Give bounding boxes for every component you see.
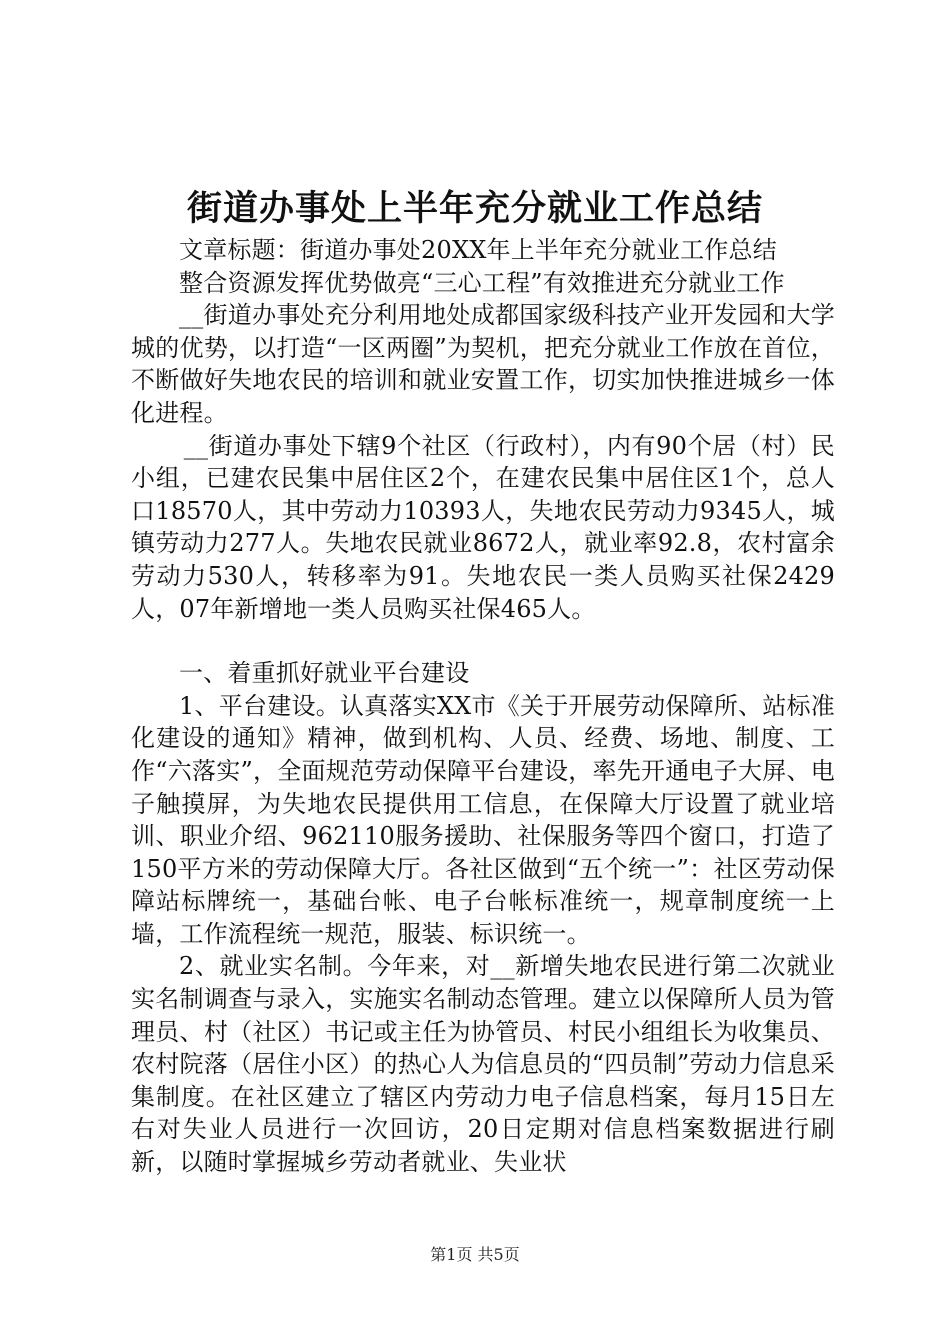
page-footer: 第1页 共5页 (430, 1245, 520, 1264)
paragraph-spacer (131, 625, 835, 657)
document-title: 街道办事处上半年充分就业工作总结 (186, 188, 763, 229)
section-heading: 一、着重抓好就业平台建设 (179, 659, 470, 688)
document-body (131, 234, 835, 1179)
paragraph-subtitle: 整合资源发挥优势做亮“三心工程”有效推进充分就业工作 (179, 268, 785, 297)
paragraph-platform: 1、平台建设。认真落实XX市《关于开展劳动保障所、站标准化建设的通知》精神，做到机构、人员、经费、场地、制度、工作“六落实”，全面规范劳动保障平台建设，率先开通电子大屏、电子触摸屏，为失地农民提供用工信息，在保障大厅设置了就业培训、职业介绍、962110服务援助、社保服务等四个窗口，打造了150平方米的劳动保障大厅。各社区做到“五个统一”：社区劳动保障站标牌统一，基础台帐、电子台帐标准统一，规章制度统一上墙，工作流程统一规范，服装、标识统一。 (131, 691, 835, 948)
paragraph-intro: __街道办事处充分利用地处成都国家级科技产业开发园和大学城的优势，以打造“一区两圈”为契机，把充分就业工作放在首位，不断做好失地农民的培训和就业安置工作，切实加快推进城乡一体化进程。 (131, 301, 835, 427)
paragraph-article-title: 文章标题：街道办事处20XX年上半年充分就业工作总结 (179, 236, 777, 264)
paragraph-real-name: 2、就业实名制。今年来，对__新增失地农民进行第二次就业实名制调查与录入，实施实名制动态管理。建立以保障所人员为管理员、村（社区）书记或主任为协管员、村民小组组长为收集员、农村院落（居住小区）的热心人为信息员的“四员制”劳动力信息采集制度。在社区建立了辖区内劳动力电子信息档案，每月15日左右对失业人员进行一次回访，20日定期对信息档案数据进行刷新，以随时掌握城乡劳动者就业、失业状 (131, 952, 835, 1177)
paragraph-overview: __街道办事处下辖9个社区（行政村），内有90个居（村）民小组，已建农民集中居住区2个，在建农民集中居住区1个，总人口18570人，其中劳动力10393人，失地农民劳动力9345人，城镇劳动力277人。失地农民就业8672人，就业率92.8，农村富余劳动力530人，转移率为91。失地农民一类人员购买社保2429人，07年新增地一类人员购买社保465人。 (131, 431, 835, 623)
